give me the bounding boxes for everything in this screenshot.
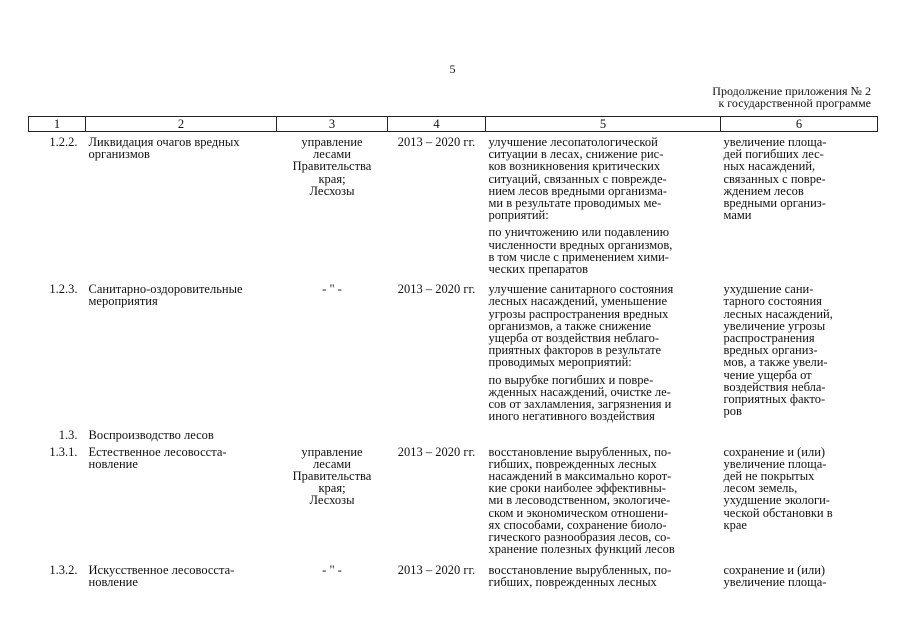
- table-row: [29, 132, 878, 276]
- measure-name-line: новление: [88, 456, 138, 471]
- consequence-line: чение ущерба от: [723, 367, 812, 382]
- row-number: 1.2.2.: [49, 135, 78, 149]
- expected-result: [486, 275, 721, 422]
- result-line: ми в лесоводственном, экологиче-: [488, 493, 671, 508]
- continuation-line: Продолжение приложения № 2: [712, 84, 871, 98]
- consequence-line: крае: [723, 517, 747, 532]
- result-line: нием лесов вредными организма-: [488, 183, 667, 198]
- result-line: восстановление вырубленных, по-: [488, 444, 672, 459]
- measure-name: [86, 556, 277, 588]
- result-paragraph: [489, 564, 718, 588]
- result-line: улучшение лесопатологической: [488, 135, 658, 149]
- executor-line: лесами: [313, 147, 351, 162]
- consequence-line: сохранение и (или): [723, 444, 826, 459]
- consequence-line: гоприятных факто-: [723, 392, 826, 407]
- measure-name: [86, 132, 277, 276]
- header-col-2: 2: [86, 117, 277, 132]
- result-sub-line: по вырубке погибших и повре-: [488, 372, 654, 387]
- result-line: угрозы распространения вредных: [488, 306, 669, 321]
- consequence-line: связанных с повре-: [723, 171, 826, 186]
- result-line: приятных факторов в результате: [488, 343, 662, 358]
- executor: [277, 275, 388, 422]
- consequence: [721, 275, 878, 422]
- result-line: ях способами, сохранение биоло-: [488, 517, 667, 532]
- consequence-line: вредными организ-: [723, 196, 826, 211]
- executor: [277, 556, 388, 588]
- period: [388, 422, 486, 441]
- result-line: гического разнообразия лесов, со-: [488, 530, 671, 545]
- header-col-1: 1: [29, 117, 86, 132]
- result-line: организмов, а также снижение: [488, 318, 652, 333]
- executor-line: Лесхозы: [309, 183, 355, 198]
- result-line: хранение полезных функций лесов: [488, 542, 675, 557]
- row-number: 1.2.3.: [49, 282, 78, 297]
- executor: [277, 442, 388, 556]
- consequence-line: ров: [723, 404, 742, 419]
- result-sub-line: по уничтожению или подавлению: [488, 225, 670, 240]
- measure-name-line: организмов: [88, 147, 150, 162]
- result-paragraph: [489, 136, 718, 221]
- result-line: ситуаций, связанных с поврежде-: [488, 171, 667, 186]
- executor-line: края;: [318, 171, 346, 186]
- continuation-note: [712, 85, 871, 109]
- period: 2013 – 2020 гг.: [397, 444, 476, 459]
- consequence-line: дей не покрытых: [723, 469, 815, 484]
- consequence-line: ухудшение сани-: [723, 282, 814, 297]
- result-line: улучшение санитарного состояния: [488, 282, 674, 297]
- consequence-line: ухудшение экологи-: [723, 493, 830, 508]
- expected-result: [486, 422, 721, 441]
- result-line: ми в результате проводимых ме-: [488, 196, 662, 211]
- executor-line: лесами: [313, 456, 351, 471]
- result-sub-line: иного негативного воздействия: [488, 409, 655, 424]
- executor-line: Правительства: [292, 469, 372, 484]
- period: 2013 – 2020 гг.: [397, 135, 476, 149]
- expected-result: [486, 442, 721, 556]
- period: 2013 – 2020 гг.: [397, 562, 476, 577]
- executor-line: управление: [301, 444, 363, 459]
- measure-name-line: мероприятия: [88, 294, 158, 309]
- result-line: проводимых мероприятий:: [488, 355, 632, 370]
- header-col-3: 3: [277, 117, 388, 132]
- result-subparagraph: [489, 226, 718, 275]
- consequence-line: тарного состояния: [723, 294, 822, 309]
- consequence-line: увеличение площа-: [723, 135, 827, 149]
- expected-result: [486, 132, 721, 276]
- executor-line: края;: [318, 481, 346, 496]
- result-line: ков возникновения критических: [488, 159, 661, 174]
- measure-name: [86, 442, 277, 556]
- executor-line: - " -: [322, 282, 342, 297]
- result-line: гибших, поврежденных лесных: [488, 574, 657, 589]
- consequence-line: лесом земель,: [723, 481, 798, 496]
- consequence-line: воздействия небла-: [723, 379, 826, 394]
- consequence-line: увеличение площа-: [723, 456, 827, 471]
- table-row: [29, 556, 878, 588]
- table-header: [29, 117, 878, 132]
- measure-name: [86, 275, 277, 422]
- consequence-line: вредных организ-: [723, 343, 818, 358]
- result-sub-line: ческих препаратов: [488, 262, 588, 277]
- executor-line: - " -: [322, 562, 342, 577]
- table-body: [29, 132, 878, 588]
- consequence-line: ческой обстановки в: [723, 505, 833, 520]
- result-line: ущерба от воздействия неблаго-: [488, 331, 660, 346]
- result-sub-line: численности вредных организмов,: [488, 237, 673, 252]
- consequence: [721, 442, 878, 556]
- program-table: [28, 116, 878, 588]
- consequence-line: увеличение угрозы: [723, 318, 826, 333]
- expected-result: [486, 556, 721, 588]
- consequence-line: ных насаждений,: [723, 159, 816, 174]
- consequence-line: лесных насаждений,: [723, 306, 833, 321]
- result-subparagraph: [489, 374, 718, 423]
- measure-name-line: Ликвидация очагов вредных: [88, 135, 240, 149]
- executor: [277, 132, 388, 276]
- result-line: лесных насаждений, уменьшение: [488, 294, 667, 309]
- result-line: гибших, поврежденных лесных: [488, 456, 657, 471]
- result-line: ситуации в лесах, снижение рис-: [488, 147, 664, 162]
- measure-name-line: Естественное лесовосста-: [88, 444, 227, 459]
- result-sub-line: в том числе с применением хими-: [488, 249, 669, 264]
- measure-name-line: Воспроизводство лесов: [88, 428, 214, 443]
- executor-line: Лесхозы: [309, 493, 355, 508]
- result-paragraph: [489, 283, 718, 368]
- table-row: [29, 422, 878, 441]
- row-number: 1.3.2.: [49, 562, 78, 577]
- table-header-row: [29, 117, 878, 132]
- measure-name-line: Искусственное лесовосста-: [88, 562, 235, 577]
- period: 2013 – 2020 гг.: [397, 282, 476, 297]
- executor-line: управление: [301, 135, 363, 149]
- table-row: [29, 442, 878, 556]
- header-col-5: 5: [486, 117, 721, 132]
- consequence-line: мов, а также увели-: [723, 355, 828, 370]
- executor: [277, 422, 388, 441]
- consequence-line: увеличение площа-: [723, 574, 827, 589]
- result-line: восстановление вырубленных, по-: [488, 562, 672, 577]
- result-sub-line: жденных насаждений, очистке ле-: [488, 384, 671, 399]
- result-line: ском и экономическом отношени-: [488, 505, 669, 520]
- consequence: [721, 556, 878, 588]
- result-line: роприятий:: [488, 208, 549, 223]
- executor-line: Правительства: [292, 159, 372, 174]
- result-line: кие сроки наиболее эффективны-: [488, 481, 666, 496]
- measure-name-line: новление: [88, 574, 138, 589]
- row-number: 1.3.1.: [49, 444, 78, 459]
- measure-name: [86, 422, 277, 441]
- consequence-line: мами: [723, 208, 752, 223]
- consequence: [721, 422, 878, 441]
- continuation-line: к государственной программе: [718, 96, 871, 110]
- consequence-line: сохранение и (или): [723, 562, 826, 577]
- result-paragraph: [489, 446, 718, 556]
- consequence: [721, 132, 878, 276]
- result-line: насаждений в максимально корот-: [488, 469, 672, 484]
- table-row: [29, 275, 878, 422]
- result-sub-line: сов от захламления, загрязнения и: [488, 397, 672, 412]
- page-number: 5: [449, 62, 456, 76]
- consequence-line: распространения: [723, 331, 815, 346]
- header-col-4: 4: [388, 117, 486, 132]
- consequence-line: дей погибших лес-: [723, 147, 824, 162]
- measure-name-line: Санитарно-оздоровительные: [88, 282, 243, 297]
- row-number: 1.3.: [58, 428, 78, 443]
- header-col-6: 6: [721, 117, 878, 132]
- consequence-line: ждением лесов: [723, 183, 804, 198]
